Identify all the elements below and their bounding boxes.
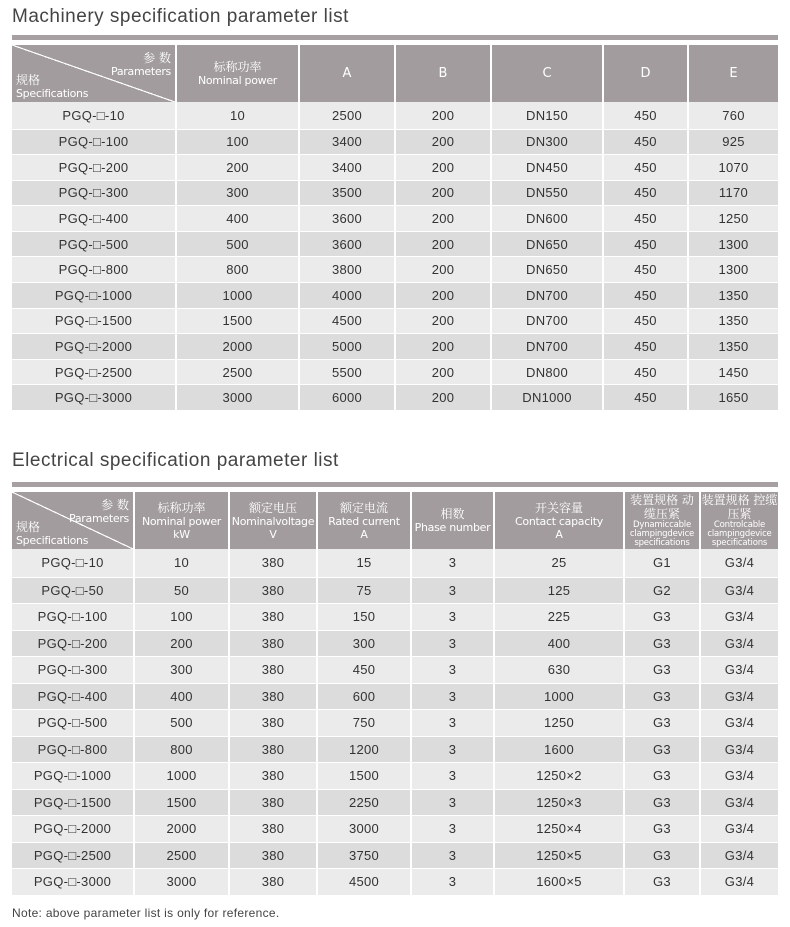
value-cell: G1 bbox=[624, 549, 700, 577]
column-header bbox=[700, 492, 778, 549]
model-cell: PGQ-□-1500 bbox=[12, 789, 134, 816]
reference-note: Note: above parameter list is only for reference. bbox=[12, 906, 280, 920]
value-cell: 1500 bbox=[176, 308, 299, 334]
value-cell: 1350 bbox=[688, 308, 778, 334]
column-header bbox=[317, 492, 411, 549]
table-row bbox=[12, 180, 778, 206]
value-cell: 380 bbox=[229, 630, 317, 657]
value-cell: 225 bbox=[494, 604, 624, 631]
corner-bottom-cn: 规格 bbox=[16, 520, 41, 534]
value-cell: 1600×5 bbox=[494, 869, 624, 896]
value-cell: G3 bbox=[624, 869, 700, 896]
column-header bbox=[603, 45, 688, 102]
model-cell: PGQ-□-1000 bbox=[12, 283, 176, 309]
value-cell: G3/4 bbox=[700, 630, 778, 657]
value-cell: 3 bbox=[411, 549, 494, 577]
value-cell: 15 bbox=[317, 549, 411, 577]
value-cell: 450 bbox=[603, 129, 688, 155]
column-header-cn: 额定电流 bbox=[339, 500, 388, 515]
table-row bbox=[12, 206, 778, 232]
value-cell: 1000 bbox=[134, 763, 229, 790]
model-cell: PGQ-□-50 bbox=[12, 577, 134, 604]
value-cell: G3 bbox=[624, 604, 700, 631]
table-row bbox=[12, 549, 778, 577]
table-row bbox=[12, 683, 778, 710]
value-cell: G3/4 bbox=[700, 789, 778, 816]
value-cell: G3 bbox=[624, 763, 700, 790]
column-header-en: Contact capacity bbox=[515, 514, 603, 528]
value-cell: 3600 bbox=[299, 231, 395, 257]
column-header-en: Phase number bbox=[414, 521, 491, 534]
value-cell: 200 bbox=[395, 180, 491, 206]
value-cell: G3 bbox=[624, 789, 700, 816]
column-header-unit: A bbox=[555, 527, 563, 541]
value-cell: 450 bbox=[603, 231, 688, 257]
table-row bbox=[12, 657, 778, 684]
value-cell: 3750 bbox=[317, 842, 411, 869]
value-cell: 200 bbox=[395, 102, 491, 129]
value-cell: DN150 bbox=[491, 102, 603, 129]
value-cell: G3/4 bbox=[700, 577, 778, 604]
table-row bbox=[12, 763, 778, 790]
model-cell: PGQ-□-10 bbox=[12, 102, 176, 129]
value-cell: 925 bbox=[688, 129, 778, 155]
elec-section-title: Electrical specification parameter list bbox=[12, 450, 339, 471]
value-cell: 1000 bbox=[176, 283, 299, 309]
value-cell: 3 bbox=[411, 710, 494, 737]
value-cell: 3 bbox=[411, 604, 494, 631]
value-cell: 3 bbox=[411, 657, 494, 684]
value-cell: 450 bbox=[603, 334, 688, 360]
column-header-en: A bbox=[342, 65, 352, 81]
column-header-en: C bbox=[542, 65, 552, 81]
column-header-cn: 相数 bbox=[440, 507, 465, 521]
value-cell: 3500 bbox=[299, 180, 395, 206]
value-cell: 3000 bbox=[134, 869, 229, 896]
value-cell: G3/4 bbox=[700, 710, 778, 737]
value-cell: 3 bbox=[411, 869, 494, 896]
model-cell: PGQ-□-400 bbox=[12, 683, 134, 710]
value-cell: 3000 bbox=[176, 385, 299, 411]
model-cell: PGQ-□-200 bbox=[12, 630, 134, 657]
value-cell: 3600 bbox=[299, 206, 395, 232]
value-cell: 380 bbox=[229, 549, 317, 577]
value-cell: 3400 bbox=[299, 155, 395, 181]
value-cell: 100 bbox=[134, 604, 229, 631]
table-row bbox=[12, 231, 778, 257]
column-header-en: Nominal power bbox=[141, 514, 222, 528]
value-cell: 3400 bbox=[299, 129, 395, 155]
model-cell: PGQ-□-400 bbox=[12, 206, 176, 232]
mech-section-title: Machinery specification parameter list bbox=[12, 6, 349, 27]
value-cell: 200 bbox=[395, 385, 491, 411]
column-header bbox=[624, 492, 700, 549]
column-header-en: Controlcable clampingdevice specifications bbox=[707, 520, 772, 548]
value-cell: 1250×4 bbox=[494, 816, 624, 843]
value-cell: 380 bbox=[229, 577, 317, 604]
corner-header-cell bbox=[12, 45, 176, 102]
table-row bbox=[12, 155, 778, 181]
table-row bbox=[12, 630, 778, 657]
value-cell: 10 bbox=[134, 549, 229, 577]
model-cell: PGQ-□-10 bbox=[12, 549, 134, 577]
table-row bbox=[12, 869, 778, 896]
value-cell: 300 bbox=[317, 630, 411, 657]
column-header bbox=[176, 45, 299, 102]
table-row bbox=[12, 257, 778, 283]
table-row bbox=[12, 604, 778, 631]
value-cell: DN550 bbox=[491, 180, 603, 206]
value-cell: G3/4 bbox=[700, 842, 778, 869]
value-cell: 380 bbox=[229, 816, 317, 843]
value-cell: 2500 bbox=[176, 359, 299, 385]
mech-spec-table bbox=[12, 45, 778, 411]
value-cell: 450 bbox=[603, 257, 688, 283]
value-cell: 3 bbox=[411, 577, 494, 604]
value-cell: 1450 bbox=[688, 359, 778, 385]
value-cell: 300 bbox=[176, 180, 299, 206]
model-cell: PGQ-□-100 bbox=[12, 129, 176, 155]
corner-bottom-en: Specifications bbox=[16, 87, 89, 100]
value-cell: G3/4 bbox=[700, 604, 778, 631]
value-cell: 10 bbox=[176, 102, 299, 129]
corner-top-cn: 参 数 bbox=[143, 51, 171, 65]
column-header bbox=[688, 45, 778, 102]
value-cell: 25 bbox=[494, 549, 624, 577]
column-header-en: E bbox=[729, 65, 738, 81]
value-cell: 1070 bbox=[688, 155, 778, 181]
value-cell: 300 bbox=[134, 657, 229, 684]
value-cell: 450 bbox=[603, 359, 688, 385]
table-row bbox=[12, 283, 778, 309]
value-cell: 200 bbox=[395, 257, 491, 283]
table-row bbox=[12, 334, 778, 360]
column-header bbox=[494, 492, 624, 549]
value-cell: G3 bbox=[624, 842, 700, 869]
value-cell: 50 bbox=[134, 577, 229, 604]
value-cell: 3 bbox=[411, 736, 494, 763]
value-cell: 400 bbox=[134, 683, 229, 710]
value-cell: G3 bbox=[624, 736, 700, 763]
value-cell: 450 bbox=[603, 180, 688, 206]
column-header-en: Nominal power bbox=[197, 74, 278, 87]
value-cell: DN800 bbox=[491, 359, 603, 385]
corner-top-en: Parameters bbox=[111, 65, 171, 78]
elec-spec-table bbox=[12, 492, 778, 896]
mech-header-row bbox=[12, 45, 778, 102]
value-cell: 450 bbox=[603, 155, 688, 181]
table-row bbox=[12, 710, 778, 737]
value-cell: 500 bbox=[176, 231, 299, 257]
value-cell: DN600 bbox=[491, 206, 603, 232]
corner-bottom-cn: 规格 bbox=[16, 73, 41, 87]
value-cell: 4500 bbox=[299, 308, 395, 334]
column-header bbox=[395, 45, 491, 102]
column-header-cn: 额定电压 bbox=[248, 500, 297, 515]
column-header-cn: 标称功率 bbox=[213, 60, 262, 74]
column-header bbox=[134, 492, 229, 549]
value-cell: G2 bbox=[624, 577, 700, 604]
model-cell: PGQ-□-1500 bbox=[12, 308, 176, 334]
value-cell: 6000 bbox=[299, 385, 395, 411]
value-cell: 1350 bbox=[688, 283, 778, 309]
value-cell: 1650 bbox=[688, 385, 778, 411]
value-cell: 100 bbox=[176, 129, 299, 155]
value-cell: 600 bbox=[317, 683, 411, 710]
value-cell: 3 bbox=[411, 789, 494, 816]
value-cell: G3 bbox=[624, 816, 700, 843]
value-cell: 630 bbox=[494, 657, 624, 684]
value-cell: G3 bbox=[624, 683, 700, 710]
value-cell: 1500 bbox=[134, 789, 229, 816]
corner-bottom-en: Specifications bbox=[16, 534, 89, 547]
model-cell: PGQ-□-2000 bbox=[12, 816, 134, 843]
value-cell: 200 bbox=[395, 334, 491, 360]
value-cell: 450 bbox=[603, 283, 688, 309]
column-header-en: D bbox=[640, 65, 651, 81]
value-cell: 3 bbox=[411, 630, 494, 657]
corner-top-en: Parameters bbox=[69, 512, 129, 525]
table-row bbox=[12, 736, 778, 763]
column-header-en: Dynamiccable clampingdevice specifications bbox=[629, 520, 695, 548]
table-row bbox=[12, 359, 778, 385]
table-row bbox=[12, 789, 778, 816]
model-cell: PGQ-□-500 bbox=[12, 231, 176, 257]
value-cell: 1600 bbox=[494, 736, 624, 763]
value-cell: 4500 bbox=[317, 869, 411, 896]
value-cell: 450 bbox=[603, 385, 688, 411]
model-cell: PGQ-□-3000 bbox=[12, 385, 176, 411]
value-cell: 1350 bbox=[688, 334, 778, 360]
mech-title-rule bbox=[12, 35, 778, 40]
value-cell: 800 bbox=[176, 257, 299, 283]
value-cell: 200 bbox=[134, 630, 229, 657]
value-cell: DN650 bbox=[491, 257, 603, 283]
table-row bbox=[12, 842, 778, 869]
value-cell: 200 bbox=[395, 155, 491, 181]
value-cell: 400 bbox=[176, 206, 299, 232]
value-cell: 380 bbox=[229, 736, 317, 763]
model-cell: PGQ-□-2000 bbox=[12, 334, 176, 360]
value-cell: 1170 bbox=[688, 180, 778, 206]
column-header bbox=[299, 45, 395, 102]
value-cell: 200 bbox=[176, 155, 299, 181]
model-cell: PGQ-□-1000 bbox=[12, 763, 134, 790]
model-cell: PGQ-□-2500 bbox=[12, 359, 176, 385]
value-cell: DN700 bbox=[491, 334, 603, 360]
value-cell: 3 bbox=[411, 763, 494, 790]
column-header-en: Rated current bbox=[328, 514, 400, 528]
column-header-cn: 开关容量 bbox=[534, 500, 583, 515]
value-cell: 3 bbox=[411, 842, 494, 869]
value-cell: 380 bbox=[229, 657, 317, 684]
table-row bbox=[12, 816, 778, 843]
model-cell: PGQ-□-3000 bbox=[12, 869, 134, 896]
value-cell: DN450 bbox=[491, 155, 603, 181]
value-cell: 380 bbox=[229, 789, 317, 816]
value-cell: G3/4 bbox=[700, 736, 778, 763]
value-cell: G3/4 bbox=[700, 683, 778, 710]
value-cell: 1300 bbox=[688, 231, 778, 257]
corner-specifications-label bbox=[16, 73, 88, 100]
value-cell: 380 bbox=[229, 763, 317, 790]
model-cell: PGQ-□-800 bbox=[12, 257, 176, 283]
value-cell: G3/4 bbox=[700, 869, 778, 896]
value-cell: 1500 bbox=[317, 763, 411, 790]
table-row bbox=[12, 102, 778, 129]
value-cell: 1250 bbox=[494, 710, 624, 737]
value-cell: 5000 bbox=[299, 334, 395, 360]
value-cell: G3/4 bbox=[700, 657, 778, 684]
column-header-unit: V bbox=[269, 527, 277, 541]
value-cell: 125 bbox=[494, 577, 624, 604]
value-cell: G3/4 bbox=[700, 763, 778, 790]
column-header-en: Nominalvoltage bbox=[231, 514, 315, 528]
value-cell: 450 bbox=[603, 308, 688, 334]
value-cell: DN1000 bbox=[491, 385, 603, 411]
value-cell: G3 bbox=[624, 710, 700, 737]
corner-parameters-label bbox=[111, 51, 171, 78]
column-header bbox=[491, 45, 603, 102]
value-cell: 150 bbox=[317, 604, 411, 631]
value-cell: 380 bbox=[229, 683, 317, 710]
value-cell: G3 bbox=[624, 630, 700, 657]
value-cell: 380 bbox=[229, 710, 317, 737]
column-header-cn: 装置规格 动缆压紧 bbox=[630, 493, 694, 521]
table-row bbox=[12, 308, 778, 334]
value-cell: G3/4 bbox=[700, 816, 778, 843]
value-cell: DN700 bbox=[491, 283, 603, 309]
value-cell: 2500 bbox=[299, 102, 395, 129]
value-cell: 2250 bbox=[317, 789, 411, 816]
table-row bbox=[12, 129, 778, 155]
column-header bbox=[229, 492, 317, 549]
value-cell: 1250×5 bbox=[494, 842, 624, 869]
column-header bbox=[411, 492, 494, 549]
corner-specifications-label bbox=[16, 520, 88, 547]
value-cell: 3 bbox=[411, 683, 494, 710]
table-row bbox=[12, 385, 778, 411]
value-cell: 450 bbox=[603, 206, 688, 232]
value-cell: 380 bbox=[229, 869, 317, 896]
value-cell: 1000 bbox=[494, 683, 624, 710]
value-cell: 75 bbox=[317, 577, 411, 604]
column-header-cn: 标称功率 bbox=[157, 500, 206, 515]
value-cell: 450 bbox=[603, 102, 688, 129]
model-cell: PGQ-□-200 bbox=[12, 155, 176, 181]
column-header-unit: kW bbox=[173, 527, 190, 541]
value-cell: 3 bbox=[411, 816, 494, 843]
value-cell: 3800 bbox=[299, 257, 395, 283]
model-cell: PGQ-□-2500 bbox=[12, 842, 134, 869]
value-cell: 200 bbox=[395, 359, 491, 385]
elec-header-row bbox=[12, 492, 778, 549]
corner-header-cell bbox=[12, 492, 134, 549]
value-cell: 200 bbox=[395, 231, 491, 257]
model-cell: PGQ-□-300 bbox=[12, 657, 134, 684]
value-cell: 200 bbox=[395, 129, 491, 155]
column-header-cn: 装置规格 控缆压紧 bbox=[701, 493, 778, 521]
value-cell: G3 bbox=[624, 657, 700, 684]
table-row bbox=[12, 577, 778, 604]
column-header-unit: A bbox=[360, 527, 368, 541]
value-cell: 800 bbox=[134, 736, 229, 763]
value-cell: 5500 bbox=[299, 359, 395, 385]
value-cell: DN700 bbox=[491, 308, 603, 334]
value-cell: 400 bbox=[494, 630, 624, 657]
model-cell: PGQ-□-500 bbox=[12, 710, 134, 737]
value-cell: 1250 bbox=[688, 206, 778, 232]
value-cell: 1250×3 bbox=[494, 789, 624, 816]
value-cell: 200 bbox=[395, 308, 491, 334]
elec-title-rule bbox=[12, 482, 778, 487]
value-cell: 750 bbox=[317, 710, 411, 737]
column-header-en: B bbox=[438, 65, 448, 81]
value-cell: DN300 bbox=[491, 129, 603, 155]
value-cell: 380 bbox=[229, 842, 317, 869]
value-cell: 1250×2 bbox=[494, 763, 624, 790]
value-cell: 2000 bbox=[134, 816, 229, 843]
value-cell: 4000 bbox=[299, 283, 395, 309]
value-cell: DN650 bbox=[491, 231, 603, 257]
value-cell: 2000 bbox=[176, 334, 299, 360]
value-cell: 200 bbox=[395, 283, 491, 309]
value-cell: 380 bbox=[229, 604, 317, 631]
model-cell: PGQ-□-100 bbox=[12, 604, 134, 631]
model-cell: PGQ-□-300 bbox=[12, 180, 176, 206]
value-cell: 1200 bbox=[317, 736, 411, 763]
model-cell: PGQ-□-800 bbox=[12, 736, 134, 763]
corner-top-cn: 参 数 bbox=[101, 498, 129, 512]
value-cell: 1300 bbox=[688, 257, 778, 283]
value-cell: 3000 bbox=[317, 816, 411, 843]
value-cell: 760 bbox=[688, 102, 778, 129]
value-cell: 500 bbox=[134, 710, 229, 737]
value-cell: G3/4 bbox=[700, 549, 778, 577]
value-cell: 450 bbox=[317, 657, 411, 684]
value-cell: 2500 bbox=[134, 842, 229, 869]
value-cell: 200 bbox=[395, 206, 491, 232]
